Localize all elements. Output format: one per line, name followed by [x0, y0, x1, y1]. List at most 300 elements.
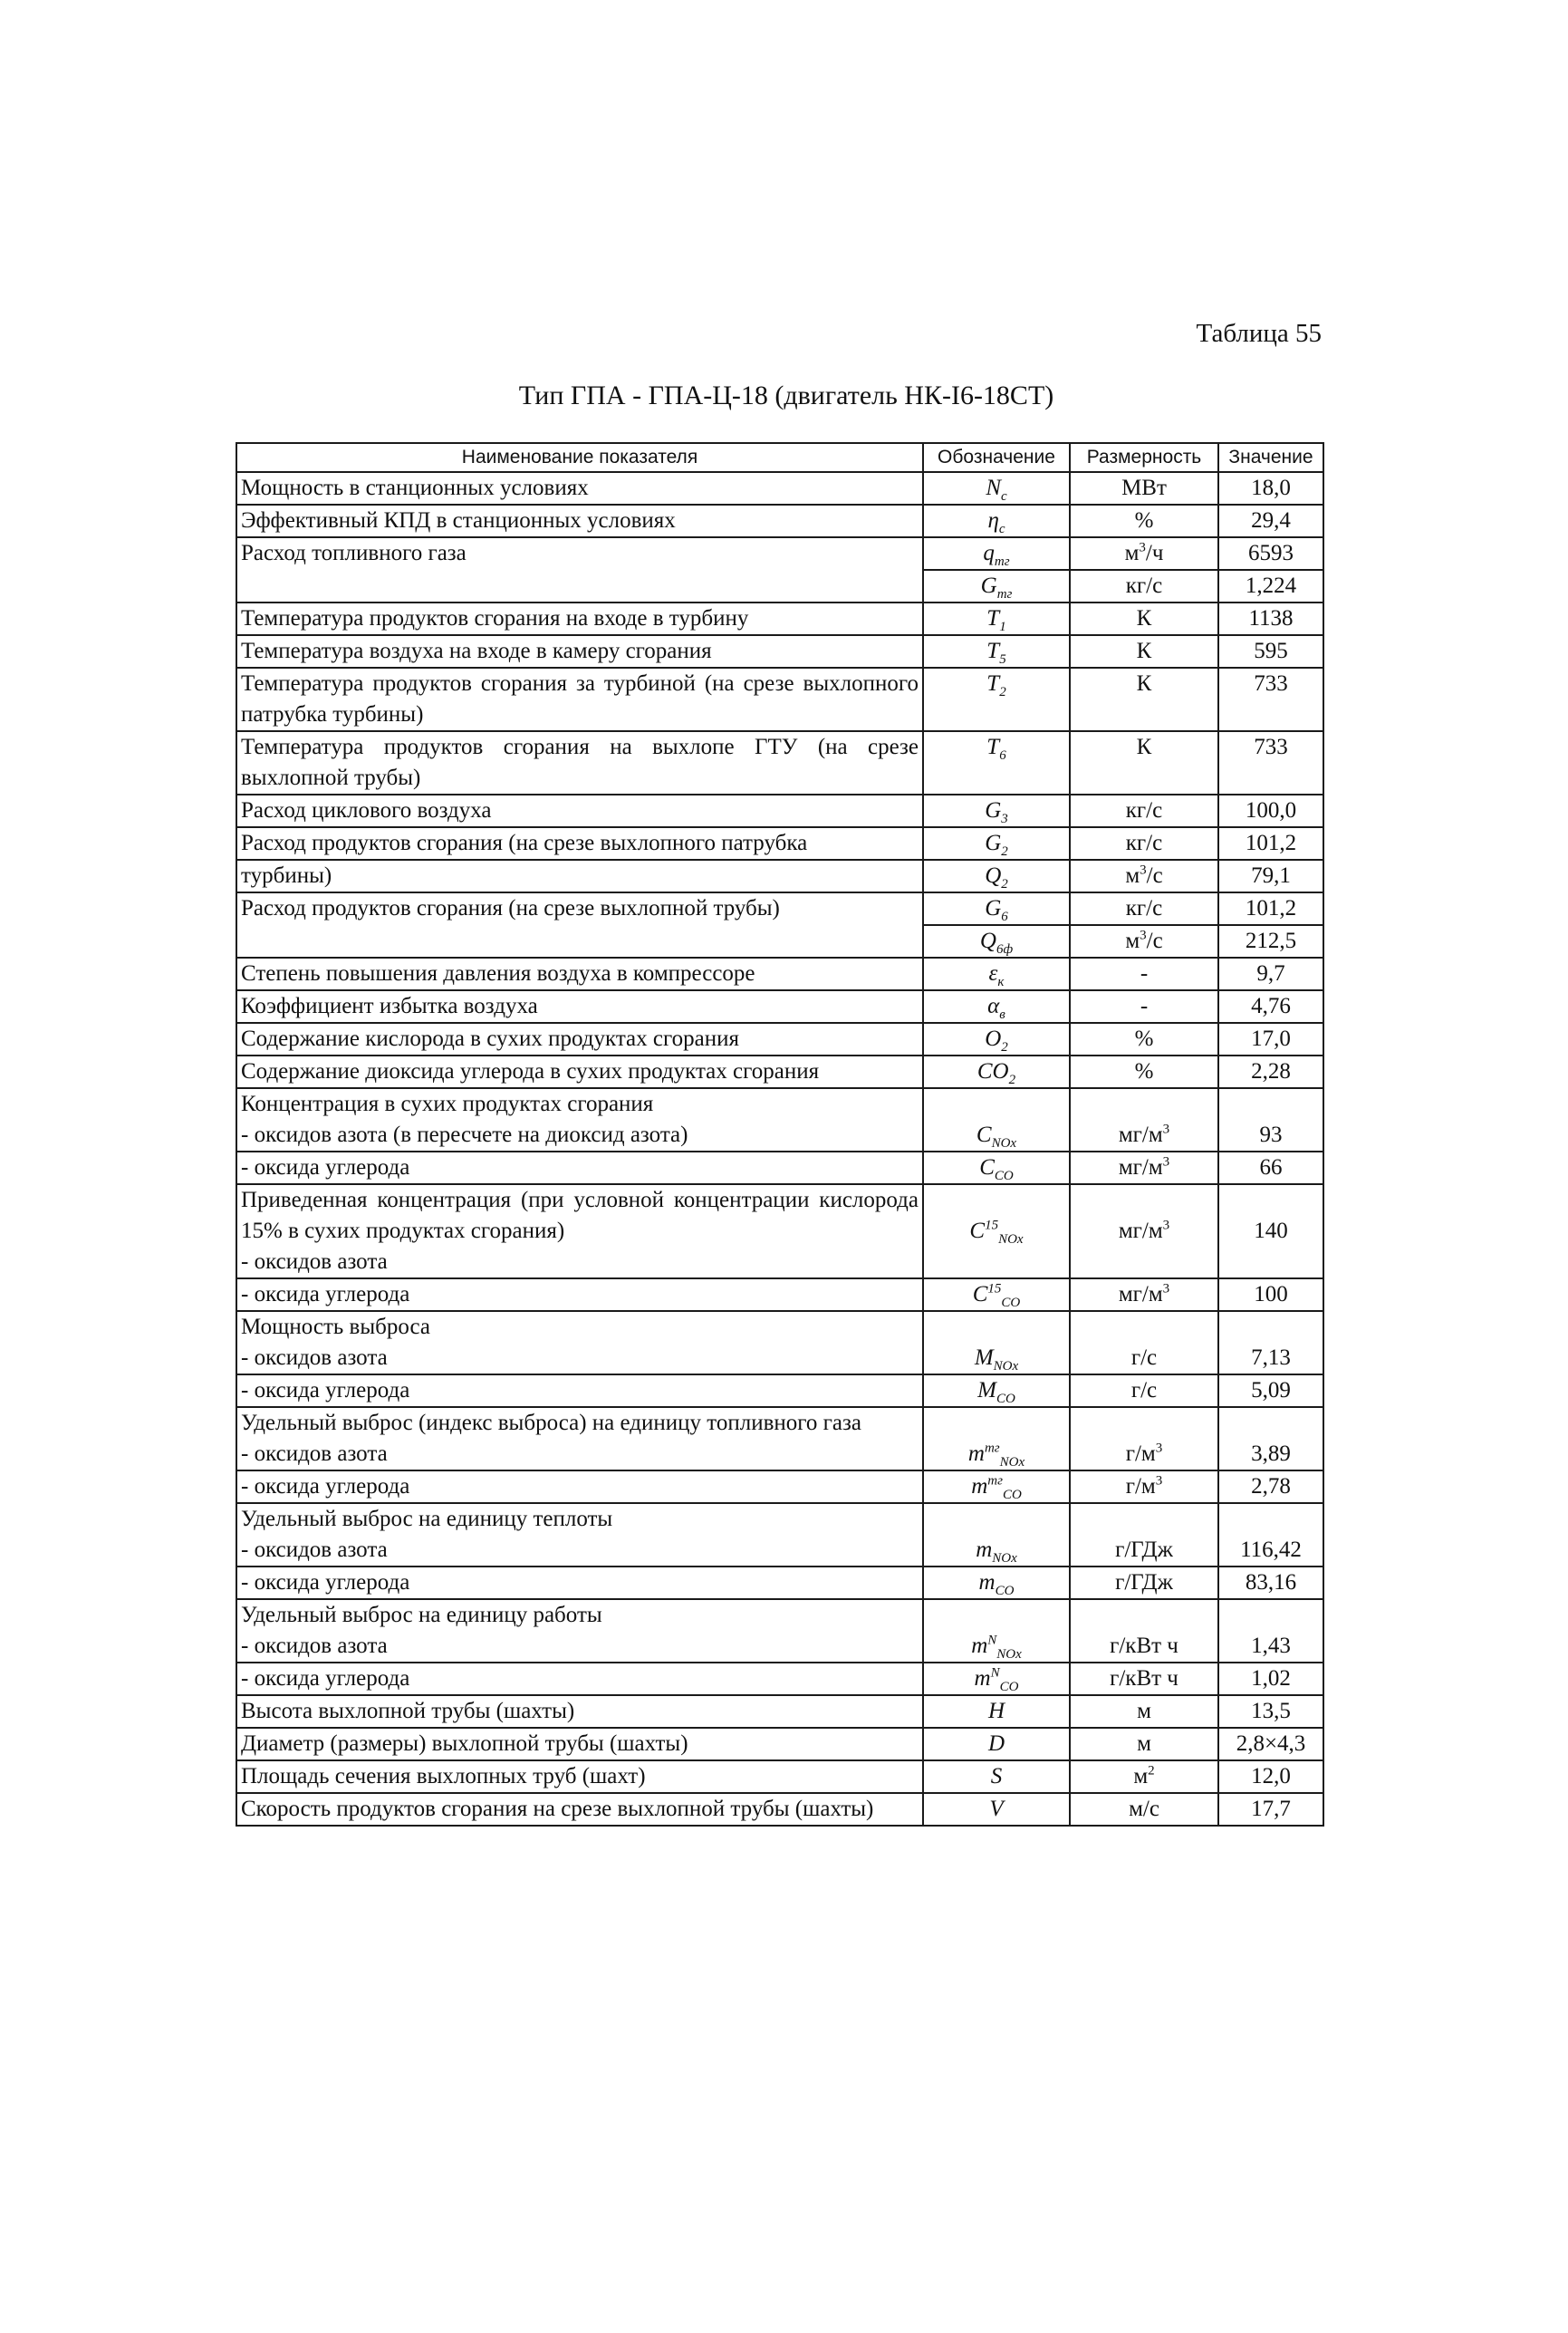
table-row	[236, 1152, 1323, 1184]
row-name-line: - оксида углерода	[241, 1570, 410, 1595]
row-symbol-cell	[923, 925, 1070, 958]
row-value-cell	[1218, 1023, 1323, 1056]
row-name-cell	[236, 1793, 923, 1826]
row-name-cell	[236, 668, 923, 731]
row-name-line: Содержание кислорода в сухих продуктах сгорания	[241, 1027, 739, 1051]
table-row	[236, 603, 1323, 635]
row-value-cell	[1218, 1663, 1323, 1695]
row-symbol: $Q_{6ф}$	[979, 929, 1014, 957]
row-value-cell	[1218, 925, 1323, 958]
row-name-cell	[236, 892, 923, 958]
row-name-line: Удельный выброс на единицу работы	[241, 1603, 602, 1627]
row-value-cell	[1218, 570, 1323, 603]
row-unit-cell	[1070, 1088, 1218, 1152]
table-row	[236, 668, 1323, 731]
table-row	[236, 1503, 1323, 1567]
row-unit-cell	[1070, 827, 1218, 860]
row-symbol-cell	[923, 892, 1070, 925]
header-unit: Размерность	[1070, 443, 1218, 472]
table-header-row	[236, 443, 1323, 472]
row-name-cell	[236, 1374, 923, 1407]
row-symbol: $G_6$	[985, 896, 1008, 924]
row-name-cell	[236, 1695, 923, 1728]
row-value: 1138	[1248, 606, 1294, 631]
row-name-cell	[236, 1311, 923, 1374]
row-value: 93	[1259, 1123, 1283, 1147]
row-name-line: - оксида углерода	[241, 1474, 410, 1499]
row-symbol: $C_{NOx}$	[976, 1123, 1017, 1151]
row-unit: $г/м^3$	[1125, 1473, 1163, 1499]
row-value: 18,0	[1251, 476, 1291, 500]
table-row	[236, 1311, 1323, 1374]
row-unit-cell	[1070, 537, 1218, 570]
table-row	[236, 731, 1323, 795]
row-name-cell	[236, 795, 923, 827]
row-name-line: Расход продуктов сгорания (на срезе выхлопной трубы)	[241, 896, 780, 921]
row-value: 79,1	[1251, 863, 1291, 888]
row-symbol: V	[989, 1797, 1004, 1821]
row-unit: МВт	[1121, 476, 1167, 500]
table-number: Таблица 55	[1196, 319, 1322, 348]
row-name-cell	[236, 1023, 923, 1056]
row-symbol: H	[987, 1699, 1005, 1723]
row-name-line: Температура продуктов сгорания на входе в турбину	[241, 606, 749, 631]
row-unit: %	[1134, 508, 1154, 533]
row-unit-cell	[1070, 731, 1218, 795]
row-symbol: $N_с$	[986, 476, 1007, 504]
row-symbol: $CO_2$	[976, 1059, 1016, 1087]
row-unit: кг/с	[1125, 831, 1163, 855]
row-unit-cell	[1070, 1056, 1218, 1088]
row-unit: $м^2$	[1133, 1763, 1155, 1788]
row-value-cell	[1218, 892, 1323, 925]
row-unit: $г/м^3$	[1125, 1441, 1163, 1466]
row-symbol-cell	[923, 505, 1070, 537]
row-value: 733	[1254, 735, 1288, 759]
row-unit-cell	[1070, 1503, 1218, 1567]
row-unit: г/ГДж	[1115, 1570, 1173, 1595]
row-name-line: - оксидов азота	[241, 1249, 388, 1274]
row-unit: К	[1136, 735, 1152, 759]
row-name-line: Содержание диоксида углерода в сухих продуктах сгорания	[241, 1059, 820, 1084]
row-unit-cell	[1070, 635, 1218, 668]
row-unit: г/кВт ч	[1110, 1634, 1178, 1658]
row-value-cell	[1218, 1088, 1323, 1152]
row-name-line: турбины)	[241, 863, 332, 888]
row-value-cell	[1218, 635, 1323, 668]
row-name-line: - оксидов азота	[241, 1441, 388, 1466]
cell-spacer	[1074, 1504, 1214, 1535]
cell-spacer	[1074, 1312, 1214, 1343]
row-value: 9,7	[1256, 961, 1285, 986]
row-symbol-cell	[923, 1311, 1070, 1374]
table-row	[236, 1567, 1323, 1599]
row-symbol-cell	[923, 1278, 1070, 1311]
row-symbol-cell	[923, 1695, 1070, 1728]
row-name-line: Приведенная концентрация (при условной концентрации кислорода 15% в сухих продуктах сгорания)	[241, 1188, 919, 1243]
row-unit: г/с	[1130, 1378, 1158, 1403]
header-value: Значение	[1218, 443, 1323, 472]
row-unit-cell	[1070, 1278, 1218, 1311]
row-unit-cell	[1070, 1793, 1218, 1826]
row-name-line: Расход топливного газа	[241, 541, 467, 565]
row-value-cell	[1218, 603, 1323, 635]
row-value: 29,4	[1251, 508, 1291, 533]
row-value: 733	[1254, 671, 1288, 696]
row-symbol-cell	[923, 635, 1070, 668]
row-value: 12,0	[1251, 1764, 1291, 1788]
row-value: 6593	[1248, 541, 1294, 565]
row-unit: г/кВт ч	[1110, 1666, 1178, 1691]
cell-spacer	[928, 1312, 1065, 1343]
row-name-line: Скорость продуктов сгорания на срезе выхлопной трубы (шахты)	[241, 1797, 874, 1821]
table-row	[236, 1056, 1323, 1088]
row-symbol: $m_{CO}$	[978, 1570, 1015, 1598]
table-row	[236, 958, 1323, 990]
row-unit-cell	[1070, 472, 1218, 505]
row-symbol: $G_{тг}$	[980, 574, 1013, 602]
header-symbol: Обозначение	[923, 443, 1070, 472]
table-row	[236, 1599, 1323, 1663]
row-name-cell	[236, 1088, 923, 1152]
row-symbol: $\eta_с$	[987, 508, 1005, 536]
row-value: 4,76	[1251, 994, 1291, 1018]
row-name-cell	[236, 1663, 923, 1695]
row-symbol-cell	[923, 827, 1070, 860]
row-value: 140	[1254, 1219, 1288, 1243]
row-value: 83,16	[1245, 1570, 1297, 1595]
row-name-line: Удельный выброс (индекс выброса) на единицу топливного газа	[241, 1411, 861, 1435]
row-name-cell	[236, 472, 923, 505]
row-symbol-cell	[923, 1374, 1070, 1407]
row-symbol-cell	[923, 1663, 1070, 1695]
cell-spacer	[1223, 1600, 1319, 1631]
row-value: 17,7	[1251, 1797, 1291, 1821]
row-value: 66	[1259, 1155, 1283, 1180]
cell-spacer	[928, 1185, 1065, 1216]
table-row	[236, 472, 1323, 505]
row-symbol-cell	[923, 1152, 1070, 1184]
cell-spacer	[1074, 1600, 1214, 1631]
row-symbol: $T_1$	[986, 606, 1006, 634]
table-row	[236, 635, 1323, 668]
row-unit-cell	[1070, 603, 1218, 635]
parameters-table	[236, 442, 1324, 1827]
row-unit-cell	[1070, 925, 1218, 958]
row-symbol-cell	[923, 795, 1070, 827]
row-name-line: Удельный выброс на единицу теплоты	[241, 1507, 613, 1531]
row-name-line: - оксидов азота	[241, 1538, 388, 1562]
row-value: 1,02	[1251, 1666, 1291, 1691]
row-name-cell	[236, 827, 923, 860]
row-value-cell	[1218, 827, 1323, 860]
row-unit-cell	[1070, 570, 1218, 603]
row-value-cell	[1218, 1503, 1323, 1567]
row-name-cell	[236, 1599, 923, 1663]
row-symbol: $M_{CO}$	[977, 1378, 1015, 1406]
row-unit-cell	[1070, 860, 1218, 892]
row-symbol: $m^N_{NOx}$	[971, 1633, 1022, 1662]
row-unit: кг/с	[1125, 896, 1163, 921]
row-unit-cell	[1070, 990, 1218, 1023]
row-value-cell	[1218, 1567, 1323, 1599]
cell-spacer	[1223, 1312, 1319, 1343]
row-value: 100,0	[1245, 798, 1297, 823]
row-symbol: $C^{15}_{NOx}$	[969, 1218, 1024, 1247]
row-unit: К	[1136, 606, 1152, 631]
row-symbol: $\alpha_в$	[987, 994, 1005, 1022]
row-symbol-cell	[923, 958, 1070, 990]
row-name-cell	[236, 1278, 923, 1311]
row-unit: $м^3/с$	[1125, 928, 1163, 953]
row-symbol: $m^{тг}_{NOx}$	[967, 1441, 1025, 1470]
row-value-cell	[1218, 537, 1323, 570]
row-name-line: Эффективный КПД в станционных условиях	[241, 508, 676, 533]
row-value-cell	[1218, 472, 1323, 505]
row-value-cell	[1218, 990, 1323, 1023]
row-name-cell	[236, 537, 923, 603]
row-symbol: $C_{CO}$	[979, 1155, 1014, 1183]
row-symbol: S	[990, 1764, 1003, 1788]
row-unit-cell	[1070, 1407, 1218, 1470]
row-name-line: - оксида углерода	[241, 1666, 410, 1691]
row-name-cell	[236, 603, 923, 635]
row-value: 1,43	[1251, 1634, 1291, 1658]
row-unit: %	[1134, 1059, 1154, 1084]
row-name-cell	[236, 635, 923, 668]
table-row	[236, 1728, 1323, 1760]
row-unit-cell	[1070, 958, 1218, 990]
row-symbol-cell	[923, 668, 1070, 731]
row-name-line: Степень повышения давления воздуха в компрессоре	[241, 961, 755, 986]
row-symbol: D	[987, 1731, 1005, 1756]
cell-spacer	[1223, 1185, 1319, 1216]
row-symbol-cell	[923, 1023, 1070, 1056]
row-value: 101,2	[1245, 896, 1297, 921]
cell-spacer	[1223, 1408, 1319, 1439]
row-unit-cell	[1070, 1663, 1218, 1695]
row-symbol: $m^{тг}_{CO}$	[971, 1473, 1022, 1502]
row-name-line: - оксида углерода	[241, 1155, 410, 1180]
row-symbol: $m^N_{CO}$	[974, 1665, 1019, 1694]
row-unit: $м^3/с$	[1125, 863, 1163, 888]
row-name-line: Высота выхлопной трубы (шахты)	[241, 1699, 575, 1723]
row-name-line: Площадь сечения выхлопных труб (шахт)	[241, 1764, 646, 1788]
row-unit-cell	[1070, 1152, 1218, 1184]
table-row	[236, 1374, 1323, 1407]
row-symbol-cell	[923, 1567, 1070, 1599]
row-value-cell	[1218, 1374, 1323, 1407]
row-unit-cell	[1070, 1184, 1218, 1278]
row-symbol-cell	[923, 990, 1070, 1023]
row-symbol-cell	[923, 1728, 1070, 1760]
row-symbol: $Q_2$	[985, 863, 1008, 892]
row-value: 595	[1254, 639, 1288, 663]
row-symbol-cell	[923, 1470, 1070, 1503]
row-unit: К	[1136, 671, 1152, 696]
row-name-cell	[236, 990, 923, 1023]
row-name-cell	[236, 958, 923, 990]
row-value-cell	[1218, 505, 1323, 537]
row-name-line: - оксидов азота (в пересчете на диоксид азота)	[241, 1123, 688, 1147]
table-row	[236, 537, 1323, 570]
row-value: 212,5	[1245, 929, 1297, 953]
row-value-cell	[1218, 1278, 1323, 1311]
row-value-cell	[1218, 1407, 1323, 1470]
row-value: 116,42	[1240, 1538, 1302, 1562]
row-name-cell	[236, 1056, 923, 1088]
row-symbol: $T_2$	[986, 671, 1006, 699]
row-name-line: Концентрация в сухих продуктах сгорания	[241, 1092, 654, 1116]
table-row	[236, 860, 1323, 892]
row-symbol: $\varepsilon_к$	[988, 961, 1005, 989]
row-value: 7,13	[1251, 1345, 1291, 1370]
row-symbol: $O_2$	[985, 1027, 1008, 1055]
cell-spacer	[1074, 1185, 1214, 1216]
row-unit-cell	[1070, 1023, 1218, 1056]
row-value: 100	[1254, 1282, 1288, 1306]
row-symbol-cell	[923, 1056, 1070, 1088]
row-value: 3,89	[1251, 1441, 1291, 1466]
row-name-cell	[236, 1407, 923, 1470]
row-symbol: $m_{NOx}$	[976, 1538, 1017, 1566]
row-value-cell	[1218, 1056, 1323, 1088]
table-row	[236, 892, 1323, 925]
table-row	[236, 1760, 1323, 1793]
row-symbol-cell	[923, 1503, 1070, 1567]
row-value-cell	[1218, 1311, 1323, 1374]
row-name-cell	[236, 1152, 923, 1184]
row-value-cell	[1218, 1728, 1323, 1760]
row-name-cell	[236, 860, 923, 892]
cell-spacer	[1074, 1408, 1214, 1439]
row-value-cell	[1218, 1599, 1323, 1663]
row-name-line: - оксидов азота	[241, 1634, 388, 1658]
row-name-cell	[236, 1503, 923, 1567]
row-symbol: $G_2$	[985, 831, 1008, 859]
row-value-cell	[1218, 1695, 1323, 1728]
row-unit: кг/с	[1125, 574, 1163, 598]
row-symbol-cell	[923, 731, 1070, 795]
cell-spacer	[928, 1600, 1065, 1631]
row-unit: -	[1140, 994, 1149, 1018]
row-value: 13,5	[1251, 1699, 1291, 1723]
row-value-cell	[1218, 1470, 1323, 1503]
row-unit-cell	[1070, 892, 1218, 925]
row-value: 17,0	[1251, 1027, 1291, 1051]
row-unit: $мг/м^3$	[1118, 1154, 1170, 1180]
table-row	[236, 795, 1323, 827]
row-symbol-cell	[923, 1760, 1070, 1793]
row-symbol-cell	[923, 1407, 1070, 1470]
row-name-cell	[236, 505, 923, 537]
header-name: Наименование показателя	[236, 443, 923, 472]
row-name-line: - оксида углерода	[241, 1378, 410, 1403]
row-unit-cell	[1070, 1567, 1218, 1599]
table-row	[236, 1407, 1323, 1470]
table-row	[236, 1088, 1323, 1152]
row-name-cell	[236, 1470, 923, 1503]
row-unit: К	[1136, 639, 1152, 663]
row-value-cell	[1218, 1793, 1323, 1826]
row-unit: кг/с	[1125, 798, 1163, 823]
row-symbol-cell	[923, 860, 1070, 892]
row-symbol-cell	[923, 472, 1070, 505]
row-name-cell	[236, 731, 923, 795]
row-name-line: Температура продуктов сгорания за турбиной (на срезе выхлопного патрубка турбины)	[241, 671, 919, 727]
row-symbol: $T_6$	[986, 735, 1006, 763]
table-row	[236, 1793, 1323, 1826]
row-value-cell	[1218, 958, 1323, 990]
row-unit: $мг/м^3$	[1118, 1122, 1170, 1147]
row-value: 1,224	[1245, 574, 1297, 598]
cell-spacer	[928, 1504, 1065, 1535]
cell-spacer	[928, 1089, 1065, 1120]
row-unit-cell	[1070, 505, 1218, 537]
row-name-line: Температура продуктов сгорания на выхлопе ГТУ (на срезе выхлопной трубы)	[241, 735, 919, 790]
row-name-line: Расход продуктов сгорания (на срезе выхлопного патрубка	[241, 831, 808, 855]
row-name-line: Диаметр (размеры) выхлопной трубы (шахты)	[241, 1731, 688, 1756]
table-row	[236, 1663, 1323, 1695]
row-value: 2,8×4,3	[1236, 1731, 1306, 1756]
row-name-line: Температура воздуха на входе в камеру сгорания	[241, 639, 712, 663]
row-unit-cell	[1070, 1311, 1218, 1374]
row-unit: $мг/м^3$	[1118, 1218, 1170, 1243]
row-unit-cell	[1070, 1728, 1218, 1760]
row-unit: г/с	[1130, 1345, 1158, 1370]
row-value: 5,09	[1251, 1378, 1291, 1403]
row-name-cell	[236, 1567, 923, 1599]
row-name-cell	[236, 1760, 923, 1793]
table-row	[236, 827, 1323, 860]
row-value: 2,78	[1251, 1474, 1291, 1499]
row-name-line: - оксида углерода	[241, 1282, 410, 1306]
row-symbol: $M_{NOx}$	[974, 1345, 1019, 1374]
row-unit-cell	[1070, 1374, 1218, 1407]
row-value-cell	[1218, 1184, 1323, 1278]
row-name-cell	[236, 1184, 923, 1278]
row-symbol: $q_{тг}$	[983, 541, 1010, 569]
row-unit: г/ГДж	[1115, 1538, 1173, 1562]
row-value-cell	[1218, 860, 1323, 892]
row-symbol: $T_5$	[986, 639, 1006, 667]
row-value-cell	[1218, 1760, 1323, 1793]
row-unit-cell	[1070, 1695, 1218, 1728]
cell-spacer	[1223, 1504, 1319, 1535]
row-name-line: Мощность в станционных условиях	[241, 476, 589, 500]
row-value: 101,2	[1245, 831, 1297, 855]
row-name-line: Расход циклового воздуха	[241, 798, 492, 823]
table-title: Тип ГПА - ГПА-Ц-18 (двигатель НК-I6-18СТ)	[518, 381, 1054, 410]
table-row	[236, 1184, 1323, 1278]
row-unit: %	[1134, 1027, 1154, 1051]
cell-spacer	[1223, 1089, 1319, 1120]
row-symbol-cell	[923, 603, 1070, 635]
row-symbol: $C^{15}_{CO}$	[972, 1281, 1021, 1310]
table-row	[236, 1278, 1323, 1311]
row-unit: м	[1137, 1699, 1151, 1723]
row-unit-cell	[1070, 795, 1218, 827]
row-unit-cell	[1070, 1470, 1218, 1503]
row-value-cell	[1218, 731, 1323, 795]
table-body	[236, 472, 1323, 1826]
row-symbol: $G_3$	[985, 798, 1008, 826]
row-unit: $мг/м^3$	[1118, 1281, 1170, 1306]
table-row	[236, 1023, 1323, 1056]
row-symbol-cell	[923, 1793, 1070, 1826]
row-unit-cell	[1070, 668, 1218, 731]
row-symbol-cell	[923, 537, 1070, 570]
